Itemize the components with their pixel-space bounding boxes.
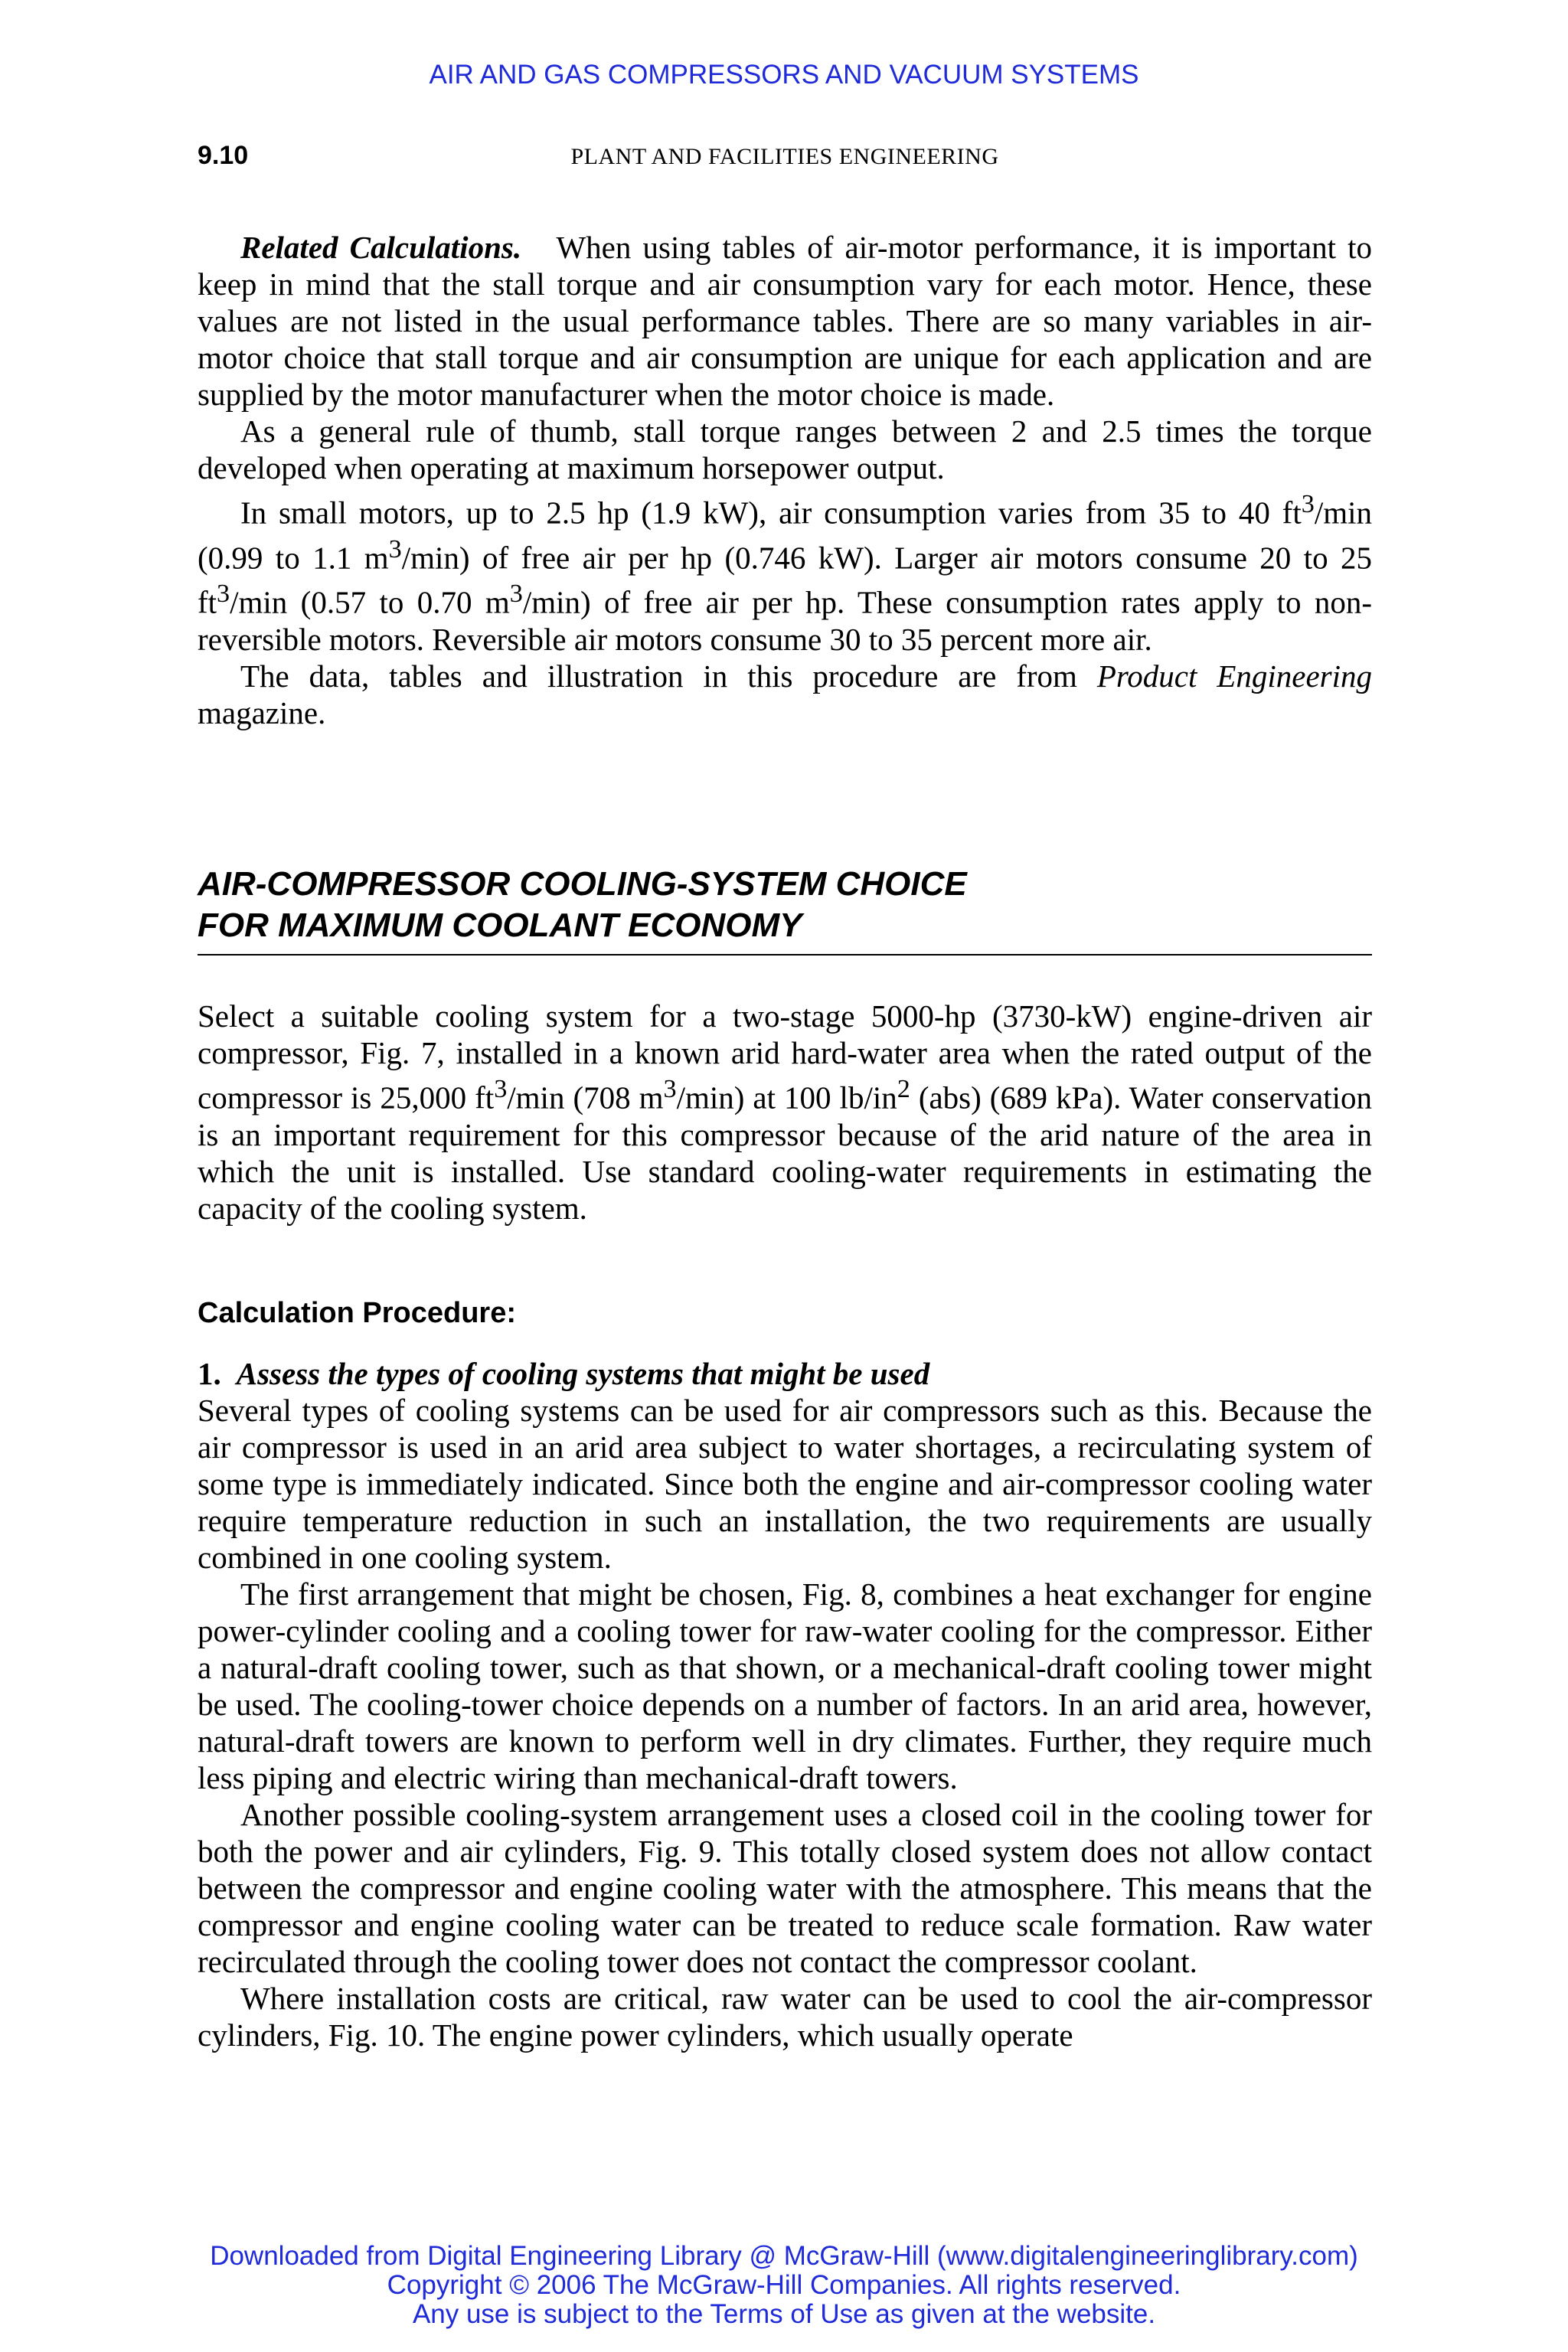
text-run: /min) of free air per hp (0.746 kW). Larger air motors consume 20 to 25 ft (198, 540, 1373, 620)
running-head: PLANT AND FACILITIES ENGINEERING (570, 144, 999, 169)
calculation-procedure-heading: Calculation Procedure: (198, 1297, 516, 1329)
run-in-heading: Related Calculations. (240, 230, 522, 265)
superscript: 2 (897, 1075, 910, 1103)
text-run: /min (708 m (507, 1080, 664, 1116)
paragraph (198, 998, 1372, 1227)
footer-download-line: Downloaded from Digital Engineering Library @ McGraw-Hill (www.digitalengineeringlibrary.com) (210, 2241, 1358, 2271)
paragraph-text: When using tables of air-motor performance, it is important to keep in mind that the stall torque and air consumption vary for each motor. Hence, these values are not listed in the usual performance tables. There are so many variables in air-motor choice that stall torque and air consumption are unique for each application and are supplied by the motor manufacturer when the motor choice is made. (198, 230, 1372, 412)
text-run: The data, tables and illustration in this procedure are from (240, 658, 1097, 694)
paragraph (198, 229, 1372, 413)
title-rule (198, 954, 1372, 956)
superscript: 3 (494, 1075, 508, 1103)
step-1 (198, 1355, 1372, 2053)
step-number: 1. (198, 1356, 221, 1391)
paragraph: The first arrangement that might be chosen, Fig. 8, combines a heat exchanger for engine power-cylinder cooling and a cooling tower for raw-water cooling for the compressor. Either a natural-draft cooling tower, such as that shown, or a mechanical-draft cooling tower might be used. The cooling-tower choice depends on a number of factors. In an arid area, however, natural-draft towers are known to perform well in dry climates. Further, they require much less piping and electric wiring than mechanical-draft towers. (198, 1576, 1372, 1795)
text-run: /min (0.99 to 1.1 m (198, 495, 1372, 576)
text-run: (abs) (689 kPa). Water conservation is an important requirement for this compressor because of the arid nature of the area in which the unit is installed. Use standard cooling-water requirements in estimating the capacity of the cooling system. (198, 1080, 1372, 1226)
footer (0, 2242, 1568, 2329)
section-title-line: AIR-COMPRESSOR COOLING-SYSTEM CHOICE (198, 865, 967, 903)
superscript: 3 (217, 580, 230, 609)
book-banner: AIR AND GAS COMPRESSORS AND VACUUM SYSTEMS (429, 60, 1139, 90)
text-run: /min) at 100 lb/in (676, 1080, 897, 1116)
paragraph (198, 486, 1372, 658)
text-run: magazine. (198, 694, 326, 730)
text-run: In small motors, up to 2.5 hp (1.9 kW), air consumption varies from 35 to 40 ft (240, 495, 1302, 531)
page-number: 9.10 (198, 141, 249, 170)
problem-statement (198, 998, 1372, 1227)
step-title: Assess the types of cooling systems that might be used (236, 1356, 930, 1391)
paragraph: Where installation costs are critical, raw water can be used to cool the air-compressor cylinders, Fig. 10. The engine power cylinders, which usually operate (198, 1981, 1372, 2053)
text-run: /min (0.57 to 0.70 m (230, 584, 510, 620)
footer-copyright-line: Copyright © 2006 The McGraw-Hill Companies. All rights reserved. (387, 2270, 1181, 2300)
section-title-line: FOR MAXIMUM COOLANT ECONOMY (198, 906, 802, 944)
page-header (198, 141, 1372, 178)
paragraph (198, 658, 1372, 731)
text-run: Select a suitable cooling system for a two-stage 5000-hp (3730-kW) engine-driven air compressor, Fig. 7, installed in a known arid hard-water area when the rated output of the compressor is 25,000 ft (198, 998, 1372, 1116)
related-calculations (198, 229, 1372, 731)
step-heading (198, 1355, 1372, 1392)
superscript: 3 (1301, 490, 1315, 518)
superscript: 3 (509, 580, 523, 609)
italic-title: Product Engineering (1096, 658, 1373, 694)
superscript: 3 (388, 534, 402, 564)
footer-terms-line: Any use is subject to the Terms of Use as given at the website. (412, 2299, 1156, 2329)
section-title (198, 864, 1372, 946)
text-run: /min) of free air per hp. These consumption rates apply to non-reversible motors. Reversible air motors consume 30 to 35 percent more air. (198, 584, 1373, 657)
superscript: 3 (663, 1075, 677, 1103)
paragraph: As a general rule of thumb, stall torque ranges between 2 and 2.5 times the torque developed when operating at maximum horsepower output. (198, 413, 1372, 485)
paragraph: Another possible cooling-system arrangement uses a closed coil in the cooling tower for both the power and air cylinders, Fig. 9. This totally closed system does not allow contact between the compressor and engine cooling water with the atmosphere. This means that the compressor and engine cooling water can be treated to reduce scale formation. Raw water recirculated through the cooling tower does not contact the compressor coolant. (198, 1797, 1372, 1979)
paragraph: Several types of cooling systems can be used for air compressors such as this. Because the air compressor is used in an arid area subject to water shortages, a recirculating system of some type is immediately indicated. Since both the engine and air-compressor cooling water require temperature reduction in such an installation, the two requirements are usually combined in one cooling system. (198, 1393, 1372, 1575)
